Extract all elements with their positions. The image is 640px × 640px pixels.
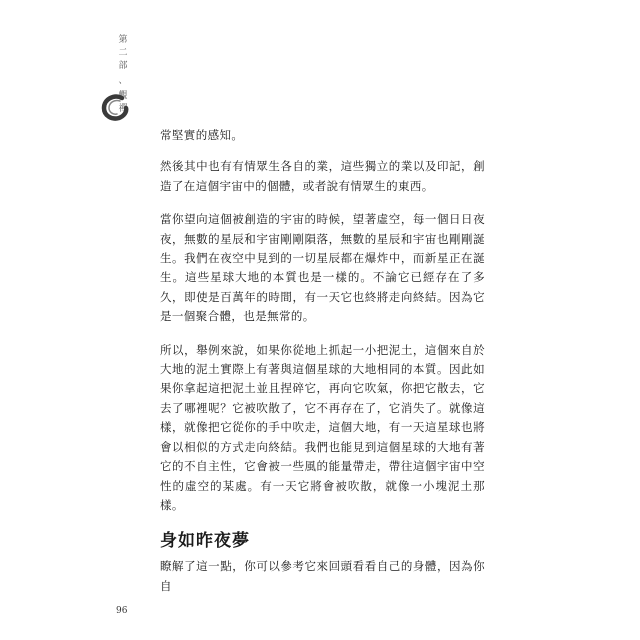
paragraph-2: 然後其中也有有情眾生各自的業，這些獨立的業以及印記，創造了在這個宇宙中的個體，或者說有情眾生的東西。 bbox=[160, 159, 485, 193]
paragraph-3: 當你望向這個被創造的宇宙的時候，望著虛空，每一個日日夜夜，無數的星辰和宇宙剛剛隕落，無數的星辰和宇宙也剛剛誕生。我們在夜空中見到的一切星辰都在爆炸中，而新星正在誕生。這些星球大地的本質也是一樣的。不論它已經存在了多久，即使是百萬年的時間，有一天它也終將走向終結。因為它是一個聚合體，也是無常的。 bbox=[160, 212, 485, 324]
running-head-part: 第二部 bbox=[118, 35, 128, 71]
running-head-separator: 、 bbox=[118, 76, 128, 86]
paragraph-4: 所以，舉例來說，如果你從地上抓起一小把泥土，這個來自於大地的泥土實際上有著與這個星球的大地相同的本質。因此如果你拿起這把泥土並且捏碎它，再向它吹氣，你把它散去，它去了哪裡呢？它被吹散了，它不再存在了，它消失了。就像這樣，就像把它從你的手中吹走，這個大地，有一天這星球也將會以相似的方式走向終結。我們也能見到這個星球的大地有著它的不自主性，它會被一些風的能量帶走，帶往這個宇宙中空性的虛空的某處。有一天它將會被吹散，就像一小塊泥土那樣。 bbox=[160, 342, 485, 512]
section-heading: 身如昨夜夢 bbox=[160, 531, 250, 552]
brush-circle-icon bbox=[100, 92, 130, 122]
running-head-section: 觀禪 bbox=[118, 91, 128, 114]
page-number: 96 bbox=[116, 606, 128, 616]
body-text bbox=[160, 126, 485, 596]
paragraph-1: 常堅實的感知。 bbox=[160, 128, 244, 142]
paragraph-5: 瞭解了這一點，你可以參考它來回頭看看自己的身體，因為你自 bbox=[160, 559, 485, 593]
